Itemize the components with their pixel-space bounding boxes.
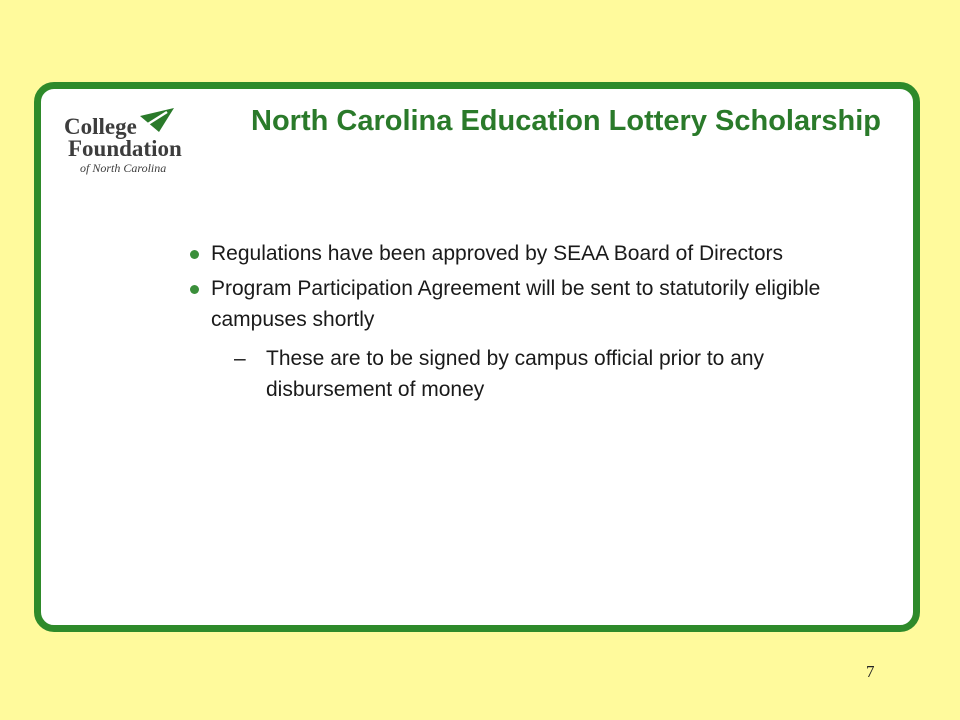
bullet-dot-icon [190,285,199,294]
college-foundation-logo [62,104,192,178]
bullet-list [186,238,846,405]
bullet-item-agreement [186,273,846,335]
bullet-text: Program Participation Agreement will be sent to statutorily eligible campuses shortly [211,277,821,331]
logo-line-nc: of North Carolina [80,161,167,175]
bullet-text: Regulations have been approved by SEAA Board of Directors [211,242,784,265]
sub-bullet-dash: – [234,347,246,370]
logo-line-foundation: Foundation [68,136,182,161]
logo-line-college: College [64,114,137,139]
sub-bullet-text: These are to be signed by campus official prior to any disbursement of money [266,347,765,401]
bullet-dot-icon [190,250,199,259]
slide-title: North Carolina Education Lottery Scholarship [251,105,882,137]
logo-checkmark-shape [140,108,174,132]
logo-graphic [62,104,192,178]
bullet-item-regulations [186,238,846,269]
page-number: 7 [866,662,875,681]
sub-bullet-item-signing [186,343,846,405]
